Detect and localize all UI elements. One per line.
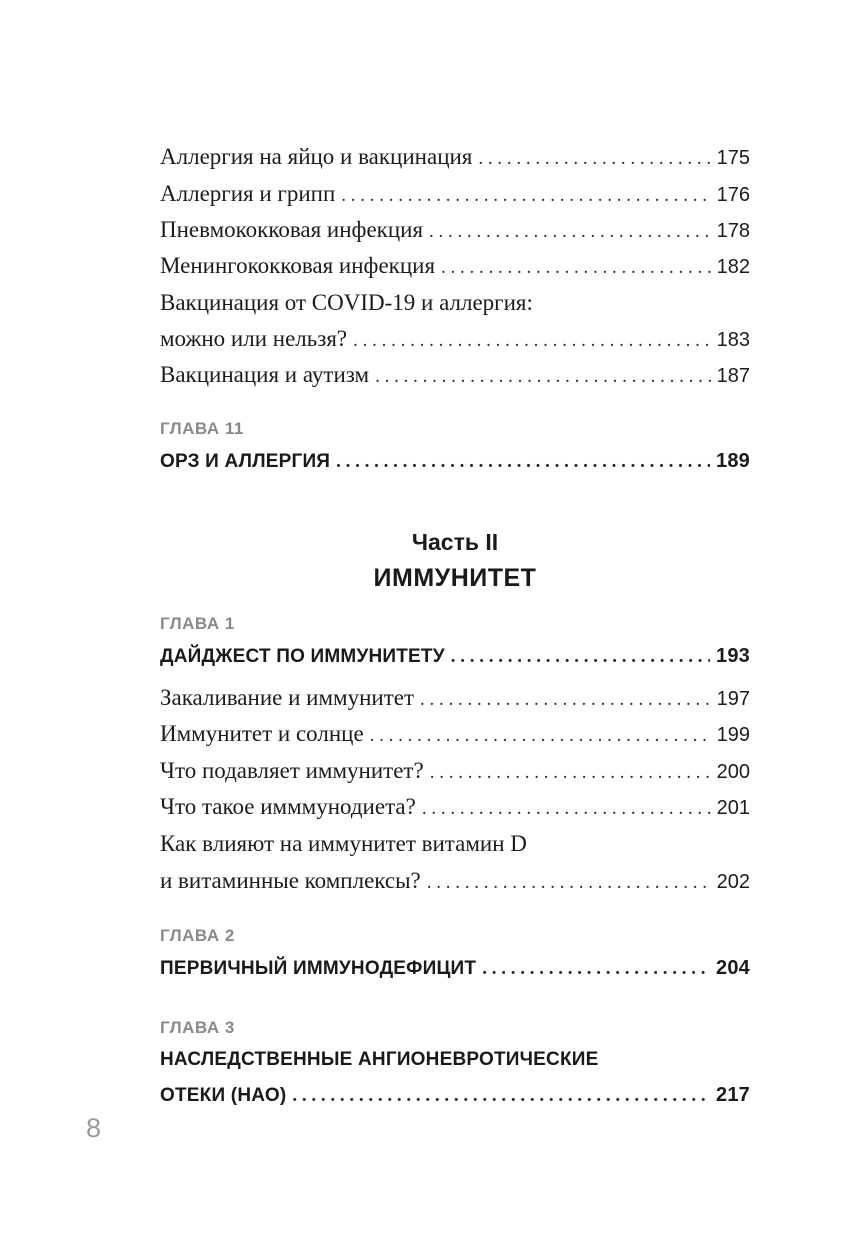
toc-entry[interactable] [160,253,750,279]
page-number: 8 [86,1113,102,1143]
leader-dots [420,689,711,711]
toc-entry-title: Вакцинация и аутизм [160,362,370,387]
toc-entry-title: Пневмококковая инфекция [160,217,424,242]
toc-entry-page: 175 [716,147,750,169]
toc-entry-page: 199 [716,724,750,746]
toc-entry-title: Аллергия на яйцо и вакцинация [160,144,473,169]
chapter-title-line1: НАСЛЕДСТВЕННЫЕ АНГИОНЕВРОТИЧЕСКИЕ [160,1049,599,1070]
leader-dots [370,725,711,747]
toc-entry-title: Закаливание и иммунитет [160,685,414,710]
chapter-title-entry[interactable] [160,957,750,980]
toc-entry[interactable] [160,794,750,820]
leader-dots [341,185,710,207]
toc-entry-page: 197 [716,688,750,710]
toc-entry[interactable] [160,217,750,243]
toc-entry-title-line1: Вакцинация от COVID-19 и аллергия: [160,290,533,315]
chapter-label: ГЛАВА 1 [160,614,235,633]
chapter-title-entry[interactable] [160,450,750,473]
leader-dots [429,221,711,243]
leader-dots [430,762,711,784]
toc-entry-page: 182 [716,256,750,278]
chapter-title-first-line[interactable] [160,1049,750,1071]
chapter-title: ОРЗ И АЛЛЕРГИЯ [160,451,331,472]
chapter-label: ГЛАВА 2 [160,926,235,945]
toc-entry-first-line[interactable] [160,290,750,316]
chapter-title: ПЕРВИЧНЫЙ ИММУНОДЕФИЦИТ [160,958,477,979]
toc-entry[interactable] [160,181,750,207]
chapter-page: 204 [716,957,750,979]
toc-entry[interactable] [160,721,750,747]
toc-entry-page: 200 [716,761,750,783]
toc-entry[interactable] [160,758,750,784]
chapter-page: 189 [716,450,750,472]
toc-entry-title-line1: Как влияют на иммунитет витамин D [160,831,527,856]
leader-dots [353,330,710,352]
toc-entry-page: 183 [716,329,750,351]
toc-entry-title: можно или нельзя? [160,326,348,351]
leader-dots [441,257,711,279]
toc-entry[interactable] [160,868,750,894]
leader-dots [482,958,710,980]
toc-entry-title: Иммунитет и солнце [160,721,364,746]
toc-entry-title: Что подавляет иммунитет? [160,758,424,783]
toc-entry-page: 201 [716,797,750,819]
leader-dots [336,451,710,473]
toc-entry-title: Что такое имммунодиета? [160,794,416,819]
leader-dots [422,798,711,820]
chapter-title: ОТЕКИ (НАО) [160,1085,287,1106]
toc-entry-title: Аллергия и грипп [160,181,336,206]
chapter-label: ГЛАВА 3 [160,1018,235,1037]
toc-entry-page: 202 [716,871,750,893]
leader-dots [292,1085,710,1107]
leader-dots [427,872,711,894]
toc-entry-page: 187 [716,365,750,387]
leader-dots [478,148,710,170]
toc-entry[interactable] [160,362,750,388]
toc-entry-first-line[interactable] [160,831,750,857]
chapter-page: 193 [716,645,750,667]
chapter-label: ГЛАВА 11 [160,419,244,438]
toc-entry-page: 176 [716,184,750,206]
leader-dots [451,646,710,668]
part-subtitle: Часть II [411,529,499,555]
toc-entry[interactable] [160,144,750,170]
leader-dots [375,366,711,388]
toc-entry-page: 178 [716,220,750,242]
toc-entry-title: и витаминные комплексы? [160,868,421,893]
chapter-title-entry[interactable] [160,1084,750,1107]
toc-entry[interactable] [160,685,750,711]
chapter-title-entry[interactable] [160,645,750,668]
part-title: ИММУНИТЕТ [373,564,537,592]
toc-entry[interactable] [160,326,750,352]
toc-entry-title: Менингококковая инфекция [160,253,436,278]
chapter-page: 217 [716,1084,750,1106]
chapter-title: ДАЙДЖЕСТ ПО ИММУНИТЕТУ [160,646,445,667]
